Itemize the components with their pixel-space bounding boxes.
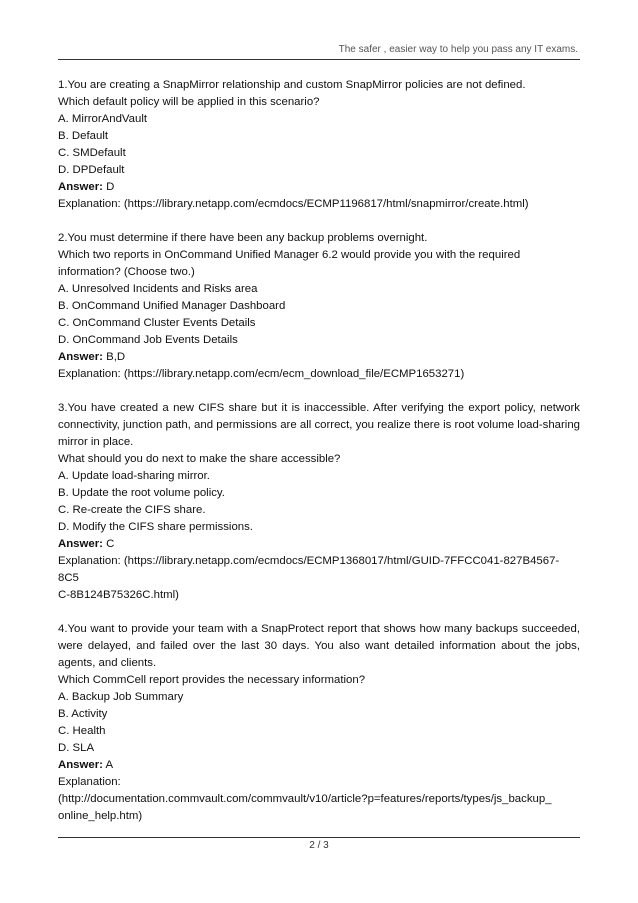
- answer-line: [58, 536, 580, 553]
- answer-label: Answer:: [58, 759, 103, 771]
- answer-option: B. Activity: [58, 708, 108, 720]
- explanation: Explanation: (https://library.netapp.com/ecmdocs/ECMP1196817/html/snapmirror/create.html): [58, 198, 529, 210]
- answer-option: A. Update load-sharing mirror.: [58, 470, 210, 482]
- answer-option: A. MirrorAndVault: [58, 113, 148, 125]
- question-stem: 2.You must determine if there have been any backup problems overnight.: [58, 232, 428, 244]
- explanation: C-8B124B75326C.html): [58, 589, 179, 601]
- question-stem: 4.You want to provide your team with a SnapProtect report that shows how many backups succeeded, were delayed, and failed over the last 30 days. You also want detailed information about the jobs, agents, and clients.: [58, 623, 580, 669]
- answer-value: B,D: [102, 351, 126, 363]
- question-block: [58, 77, 580, 213]
- explanation: Explanation:: [58, 776, 121, 788]
- answer-option: C. Re-create the CIFS share.: [58, 504, 206, 516]
- answer-value: A: [102, 759, 114, 771]
- answer-option: A. Backup Job Summary: [58, 691, 184, 703]
- answer-label: Answer:: [58, 538, 103, 550]
- question-block: [58, 230, 580, 383]
- question-block: [58, 621, 580, 825]
- explanation: Explanation: (https://library.netapp.com/ecm/ecm_download_file/ECMP1653271): [58, 368, 465, 380]
- question-stem: 3.You have created a new CIFS share but it is inaccessible. After verifying the export policy, network connectivity, junction path, and permissions are all correct, you realize there is root volume load-sharing mirror in place.: [58, 402, 580, 448]
- answer-line: [58, 349, 580, 366]
- answer-option: C. OnCommand Cluster Events Details: [58, 317, 256, 329]
- answer-option: C. SMDefault: [58, 147, 126, 159]
- answer-value: C: [102, 538, 115, 550]
- answer-option: B. Update the root volume policy.: [58, 487, 225, 499]
- answer-option: A. Unresolved Incidents and Risks area: [58, 283, 258, 295]
- answer-option: D. Modify the CIFS share permissions.: [58, 521, 253, 533]
- answer-value: D: [102, 181, 115, 193]
- answer-line: [58, 179, 580, 196]
- explanation: online_help.htm): [58, 810, 143, 822]
- answer-option: B. OnCommand Unified Manager Dashboard: [58, 300, 286, 312]
- page-number: 2 / 3: [309, 840, 329, 851]
- question-block: [58, 400, 580, 604]
- answer-label: Answer:: [58, 351, 103, 363]
- question-stem: Which default policy will be applied in this scenario?: [58, 96, 320, 108]
- question-stem: 1.You are creating a SnapMirror relationship and custom SnapMirror policies are not defined.: [58, 79, 526, 91]
- answer-line: [58, 757, 580, 774]
- question-list: [58, 77, 580, 825]
- question-stem: Which CommCell report provides the necessary information?: [58, 674, 366, 686]
- page-header-tagline: The safer , easier way to help you pass any IT exams.: [338, 44, 578, 55]
- answer-option: D. SLA: [58, 742, 95, 754]
- footer-divider: [58, 837, 580, 838]
- header-divider: [58, 59, 580, 60]
- answer-option: B. Default: [58, 130, 109, 142]
- answer-label: Answer:: [58, 181, 103, 193]
- explanation: (http://documentation.commvault.com/commvault/v10/article?p=features/reports/types/js_backup_: [58, 793, 552, 805]
- answer-option: D. OnCommand Job Events Details: [58, 334, 238, 346]
- explanation: Explanation: (https://library.netapp.com/ecmdocs/ECMP1368017/html/GUID-7FFCC041-827B4567-8C5: [58, 555, 560, 584]
- answer-option: C. Health: [58, 725, 106, 737]
- question-stem: Which two reports in OnCommand Unified Manager 6.2 would provide you with the required information? (Choose two.): [58, 249, 521, 278]
- answer-option: D. DPDefault: [58, 164, 125, 176]
- question-stem: What should you do next to make the share accessible?: [58, 453, 341, 465]
